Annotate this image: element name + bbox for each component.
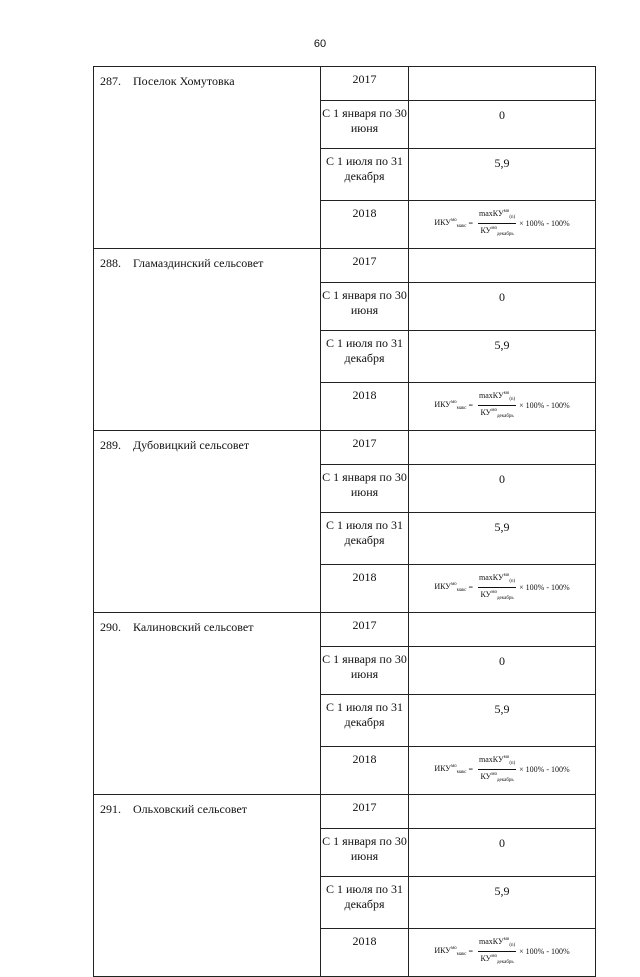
- period-label: С 1 июля по 31 декабря: [321, 513, 409, 565]
- empty-value-cell: [409, 431, 596, 465]
- period-label: С 1 января по 30 июня: [321, 283, 409, 331]
- formula-numerator: maxКУ$^{мо}_{(n)}$: [478, 207, 516, 224]
- index-value: 5,9: [409, 331, 596, 383]
- formula-fraction: [478, 935, 516, 968]
- formula-equals: =: [468, 583, 474, 592]
- formula-cell: [409, 383, 596, 431]
- row-number: 291.: [100, 802, 121, 816]
- index-value: 0: [409, 283, 596, 331]
- table-row: [94, 795, 596, 829]
- formula-equals: =: [468, 219, 474, 228]
- settlement-cell: [94, 795, 321, 977]
- formula-lhs: $ИКУ^{мо}_{макс}$: [434, 400, 467, 411]
- table-row: [94, 249, 596, 283]
- formula-tail: × 100% - 100%: [519, 583, 570, 592]
- index-value: 0: [409, 101, 596, 149]
- period-label: С 1 января по 30 июня: [321, 647, 409, 695]
- formula-denominator: $КУ^{мо}_{декабрь}$: [480, 772, 514, 783]
- empty-value-cell: [409, 249, 596, 283]
- formula-cell: [409, 747, 596, 795]
- period-label: С 1 июля по 31 декабря: [321, 331, 409, 383]
- settlement-cell: [94, 613, 321, 795]
- empty-value-cell: [409, 795, 596, 829]
- formula-numerator: maxКУ$^{мо}_{(n)}$: [478, 753, 516, 770]
- index-value: 5,9: [409, 513, 596, 565]
- formula-tail: × 100% - 100%: [519, 401, 570, 410]
- formula-equals: =: [468, 401, 474, 410]
- year-label: 2018: [321, 929, 409, 977]
- index-value: 0: [409, 829, 596, 877]
- index-formula: [409, 929, 595, 968]
- formula-numerator: maxКУ$^{мо}_{(n)}$: [478, 571, 516, 588]
- period-label: С 1 января по 30 июня: [321, 829, 409, 877]
- settlement-name: Ольховский сельсовет: [133, 802, 248, 816]
- settlement-cell: [94, 249, 321, 431]
- year-label: 2017: [321, 431, 409, 465]
- row-number: 289.: [100, 438, 121, 452]
- formula-equals: =: [468, 947, 474, 956]
- period-label: С 1 января по 30 июня: [321, 101, 409, 149]
- index-value: 0: [409, 465, 596, 513]
- formula-cell: [409, 565, 596, 613]
- period-label: С 1 июля по 31 декабря: [321, 695, 409, 747]
- row-number: 290.: [100, 620, 121, 634]
- year-label: 2017: [321, 249, 409, 283]
- settlement-name: Дубовицкий сельсовет: [133, 438, 250, 452]
- period-label: С 1 января по 30 июня: [321, 465, 409, 513]
- index-value: 5,9: [409, 149, 596, 201]
- period-label: С 1 июля по 31 декабря: [321, 149, 409, 201]
- formula-cell: [409, 201, 596, 249]
- index-formula: [409, 383, 595, 422]
- index-formula: [409, 201, 595, 240]
- formula-fraction: [478, 207, 516, 240]
- table-row: [94, 613, 596, 647]
- formula-tail: × 100% - 100%: [519, 219, 570, 228]
- year-label: 2017: [321, 795, 409, 829]
- tariff-table: [93, 66, 596, 977]
- year-label: 2017: [321, 613, 409, 647]
- formula-cell: [409, 929, 596, 977]
- page-number: 60: [313, 38, 327, 50]
- table-row: [94, 67, 596, 101]
- formula-numerator: maxКУ$^{мо}_{(n)}$: [478, 935, 516, 952]
- formula-fraction: [478, 389, 516, 422]
- formula-numerator: maxКУ$^{мо}_{(n)}$: [478, 389, 516, 406]
- index-formula: [409, 565, 595, 604]
- settlement-cell: [94, 67, 321, 249]
- formula-fraction: [478, 753, 516, 786]
- formula-denominator: $КУ^{мо}_{декабрь}$: [480, 408, 514, 419]
- year-label: 2018: [321, 201, 409, 249]
- year-label: 2018: [321, 383, 409, 431]
- formula-lhs: $ИКУ^{мо}_{макс}$: [434, 218, 467, 229]
- formula-tail: × 100% - 100%: [519, 765, 570, 774]
- settlement-name: Гламаздинский сельсовет: [133, 256, 264, 270]
- row-number: 288.: [100, 256, 121, 270]
- empty-value-cell: [409, 613, 596, 647]
- formula-lhs: $ИКУ^{мо}_{макс}$: [434, 764, 467, 775]
- index-value: 0: [409, 647, 596, 695]
- empty-value-cell: [409, 67, 596, 101]
- year-label: 2018: [321, 747, 409, 795]
- settlement-name: Калиновский сельсовет: [133, 620, 254, 634]
- index-formula: [409, 747, 595, 786]
- settlement-name: Поселок Хомутовка: [133, 74, 235, 88]
- formula-denominator: $КУ^{мо}_{декабрь}$: [480, 226, 514, 237]
- index-value: 5,9: [409, 877, 596, 929]
- formula-lhs: $ИКУ^{мо}_{макс}$: [434, 946, 467, 957]
- formula-fraction: [478, 571, 516, 604]
- settlement-cell: [94, 431, 321, 613]
- formula-denominator: $КУ^{мо}_{декабрь}$: [480, 590, 514, 601]
- formula-denominator: $КУ^{мо}_{декабрь}$: [480, 954, 514, 965]
- year-label: 2017: [321, 67, 409, 101]
- formula-lhs: $ИКУ^{мо}_{макс}$: [434, 582, 467, 593]
- index-value: 5,9: [409, 695, 596, 747]
- table-row: [94, 431, 596, 465]
- year-label: 2018: [321, 565, 409, 613]
- formula-equals: =: [468, 765, 474, 774]
- row-number: 287.: [100, 74, 121, 88]
- period-label: С 1 июля по 31 декабря: [321, 877, 409, 929]
- formula-tail: × 100% - 100%: [519, 947, 570, 956]
